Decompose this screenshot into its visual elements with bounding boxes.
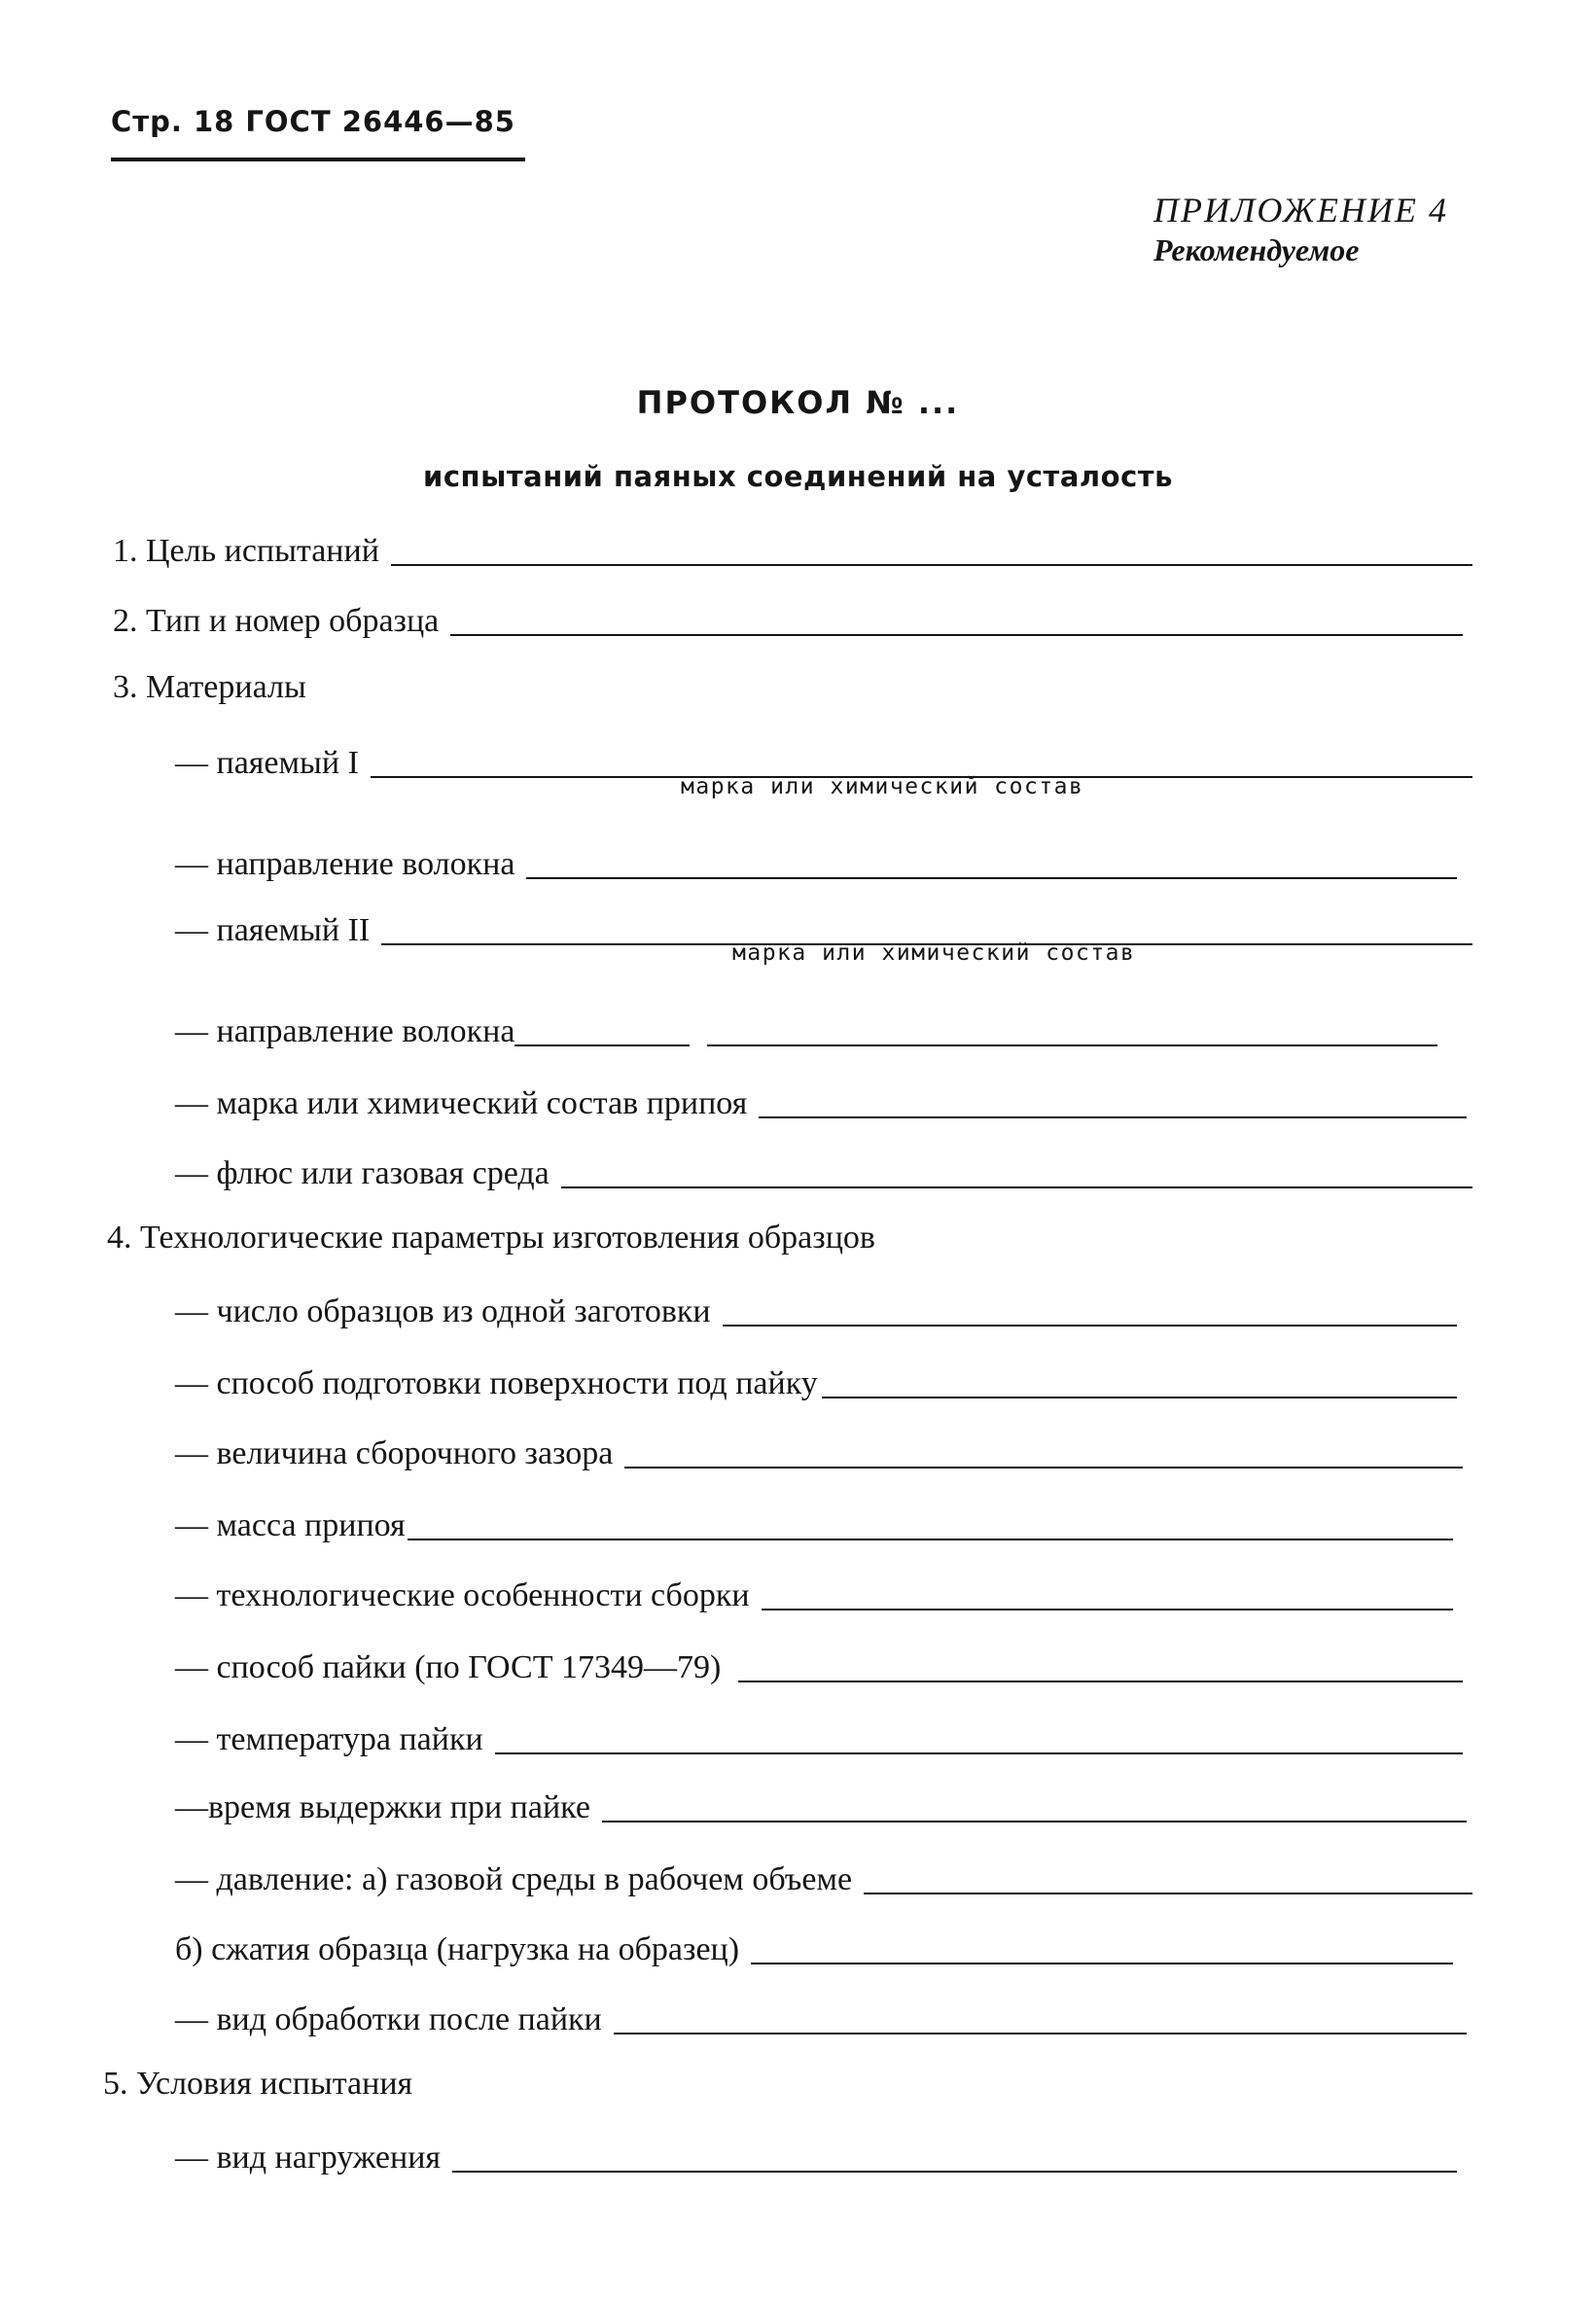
section-tech-params: 4. Технологические параметры изготовления образцов xyxy=(107,1220,875,1256)
field-fiber-dir-1 xyxy=(175,838,1457,881)
section-materials: 3. Материалы xyxy=(113,669,306,705)
field-label: 1. Цель испытаний xyxy=(113,533,379,569)
page-label: Стр. 18 ГОСТ 26446—85 xyxy=(111,105,515,138)
field-fiber-dir-2 xyxy=(175,1006,1437,1048)
field-surface-prep xyxy=(175,1358,1457,1400)
appendix-title: ПРИЛОЖЕНИЕ 4 xyxy=(1153,191,1448,230)
fill-line xyxy=(751,1963,1453,1964)
fill-line xyxy=(759,1116,1467,1118)
fill-line xyxy=(614,2033,1467,2035)
field-label: — паяемый I xyxy=(175,745,359,781)
fill-line xyxy=(864,1893,1472,1894)
fill-line xyxy=(602,1821,1467,1822)
field-assembly-gap xyxy=(175,1428,1463,1470)
caption-brazed-1: марка или химический состав xyxy=(681,774,1084,799)
field-compression xyxy=(175,1924,1453,1966)
field-label: — величина сборочного зазора xyxy=(175,1435,614,1471)
appendix-subtitle: Рекомендуемое xyxy=(1153,232,1360,267)
field-flux xyxy=(175,1148,1472,1190)
fill-line xyxy=(450,634,1463,636)
fill-line xyxy=(561,1186,1472,1188)
field-label: 2. Тип и номер образца xyxy=(113,603,440,639)
fill-line xyxy=(391,564,1472,566)
section-test-conditions: 5. Условия испытания xyxy=(103,2066,413,2102)
fill-line xyxy=(707,1044,1437,1046)
appendix-block xyxy=(1153,190,1448,268)
field-label: — марка или химический состав припоя xyxy=(175,1085,748,1121)
field-label: — технологические особенности сборки xyxy=(175,1577,750,1613)
page-header xyxy=(111,105,525,138)
fill-line xyxy=(822,1397,1457,1398)
header-rule xyxy=(111,158,525,161)
fill-line xyxy=(408,1539,1453,1540)
caption-brazed-2: марка или химический состав xyxy=(732,940,1136,966)
fill-line xyxy=(452,2171,1457,2173)
field-label: — масса припоя xyxy=(175,1507,406,1543)
field-label: — флюс или газовая среда xyxy=(175,1155,550,1191)
field-holding-time xyxy=(175,1782,1467,1824)
field-goal xyxy=(113,525,1472,568)
field-label: —время выдержки при пайке xyxy=(175,1789,590,1825)
fill-line xyxy=(624,1467,1463,1468)
fill-line xyxy=(514,1044,690,1046)
field-solder-mass xyxy=(175,1500,1453,1542)
field-label: — вид нагружения xyxy=(175,2140,442,2176)
protocol-title: ПРОТОКОЛ № ... xyxy=(636,384,960,421)
field-label: — способ пайки (по ГОСТ 17349—79) xyxy=(175,1649,722,1685)
field-load-type xyxy=(175,2132,1457,2175)
field-sample-type xyxy=(113,595,1463,638)
field-assembly-features xyxy=(175,1570,1453,1612)
fill-line xyxy=(723,1325,1457,1327)
field-label: — направление волокна xyxy=(175,1013,515,1049)
field-label: — паяемый II xyxy=(175,912,371,948)
field-pressure xyxy=(175,1854,1472,1896)
field-solder-grade xyxy=(175,1078,1467,1120)
field-label: б) сжатия образца (нагрузка на образец) xyxy=(175,1931,740,1967)
field-brazing-method xyxy=(175,1642,1463,1684)
field-label: — направление волокна xyxy=(175,846,515,882)
fill-line xyxy=(738,1681,1463,1682)
protocol-subtitle: испытаний паяных соединений на усталость xyxy=(423,460,1173,493)
fill-line xyxy=(762,1609,1453,1610)
field-label: — вид обработки после пайки xyxy=(175,2001,602,2037)
field-samples-count xyxy=(175,1286,1457,1328)
field-label: — давление: а) газовой среды в рабочем объеме xyxy=(175,1861,853,1897)
fill-line xyxy=(526,877,1457,879)
fill-line xyxy=(495,1752,1463,1754)
field-label: — способ подготовки поверхности под пайку xyxy=(175,1365,818,1401)
field-label: — число образцов из одной заготовки xyxy=(175,1293,711,1329)
field-label: — температура пайки xyxy=(175,1721,483,1757)
field-brazing-temp xyxy=(175,1714,1463,1756)
field-post-treatment xyxy=(175,1994,1467,2036)
